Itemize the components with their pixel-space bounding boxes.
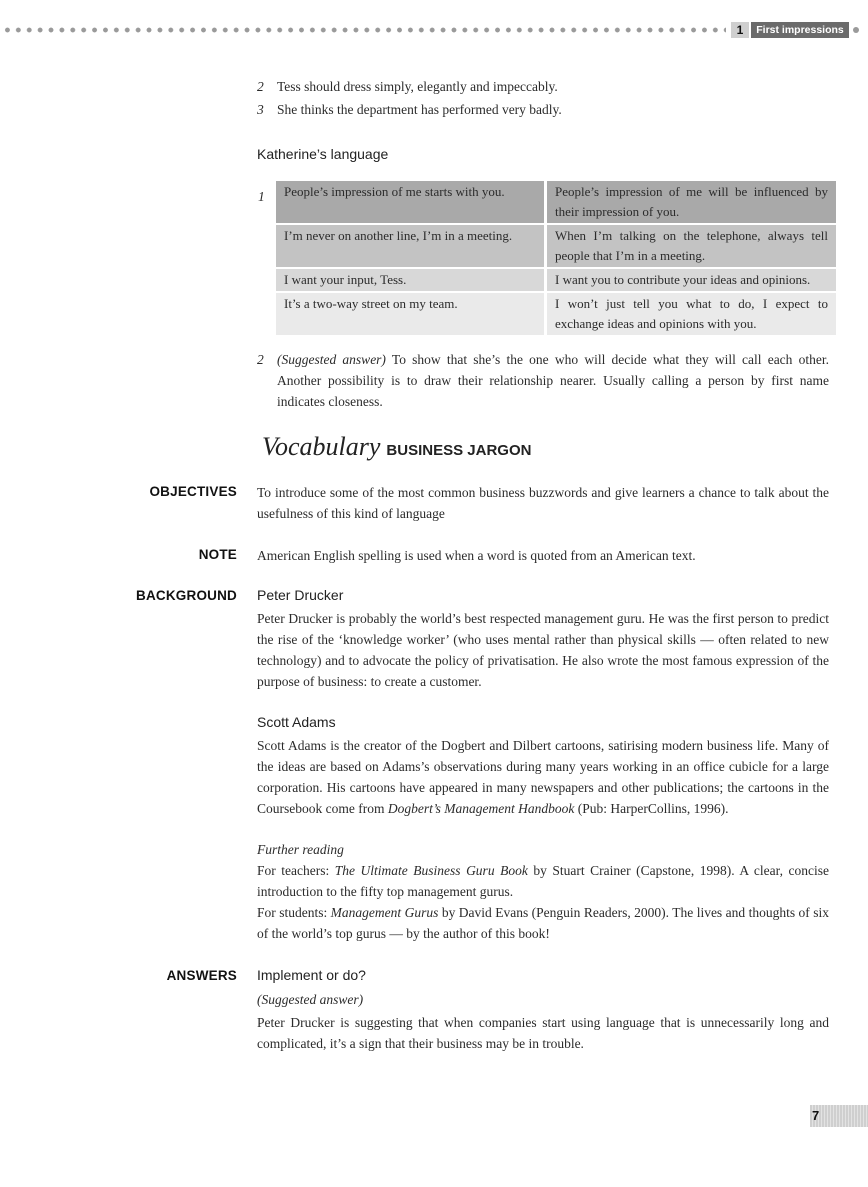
side-label-note: NOTE <box>198 547 237 562</box>
vocabulary-title: Vocabulary <box>262 432 381 461</box>
side-label-objectives: OBJECTIVES <box>149 484 237 499</box>
item-number: 2 <box>257 352 264 367</box>
statement-item <box>257 99 562 120</box>
table-cell-meaning: I won’t just tell you what to do, I expect to exchange ideas and opinions with you. <box>547 291 836 335</box>
vocabulary-subtitle: BUSINESS JARGON <box>386 442 532 459</box>
answers-paragraph: Peter Drucker is suggesting that when companies start using language that is unnecessarily long and complicated, it’s a sign that their business may be in trouble. <box>257 1015 829 1051</box>
statement-text: She thinks the department has performed very badly. <box>277 102 562 117</box>
statement-item <box>257 76 558 97</box>
chapter-number: 1 <box>731 22 749 38</box>
side-label-answers: ANSWERS <box>166 968 237 983</box>
drucker-paragraph: Peter Drucker is probably the world’s best respected management guru. He was the first person to predict the rise of the ‘knowledge worker’ (who uses mental rather than physical skills — often related to new technology) and to advocate the policy of privatisation. He also wrote the most famous expression of the purpose of business: to create a customer. <box>257 611 829 689</box>
table-cell-phrase: It’s a two-way street on my team. <box>276 291 544 335</box>
further-reading-teachers: For teachers: The Ultimate Business Guru Book by Stuart Crainer (Capstone, 1998). A clear, concise introduction to the fifty top management gurus. <box>257 863 829 899</box>
table-cell-phrase: People’s impression of me starts with you. <box>276 181 544 223</box>
table-cell-meaning: When I’m talking on the telephone, always tell people that I’m in a meeting. <box>547 223 836 267</box>
subheading-drucker: Peter Drucker <box>257 587 344 603</box>
header-end-dot <box>853 27 859 33</box>
vocabulary-heading <box>262 432 531 462</box>
table-cell-meaning: People’s impression of me will be influenced by their impression of you. <box>547 181 836 223</box>
table-cell-phrase: I want your input, Tess. <box>276 267 544 291</box>
book-title: The Ultimate Business Guru Book <box>334 863 528 878</box>
header-dotted-rule <box>2 27 726 33</box>
adams-paragraph: Scott Adams is the creator of the Dogbert and Dilbert cartoons, satirising modern business life. Many of the ideas are based on Adams’s observations during many years working in an office cubicle for a large corporation. His cartoons have appeared in many newspapers and other publications; the cartoons in the Coursebook come from Dogbert’s Management Handbook (Pub: HarperCollins, 1996). <box>257 738 829 816</box>
suggested-answer-paragraph <box>277 349 829 412</box>
table-cell-meaning: I want you to contribute your ideas and opinions. <box>547 267 836 291</box>
statement-number: 3 <box>257 102 264 117</box>
further-reading-students: For students: Management Gurus by David Evans (Penguin Readers, 2000). The lives and thoughts of six of the world’s top gurus — by the author of this book! <box>257 905 829 941</box>
book-title: Dogbert’s Management Handbook <box>387 801 575 816</box>
page-number: 7 <box>812 1108 820 1123</box>
section-heading-katherine: Katherine’s language <box>257 146 389 162</box>
suggested-answer-label: (Suggested answer) <box>277 352 386 367</box>
note-text: American English spelling is used when a word is quoted from an American text. <box>257 548 696 563</box>
subheading-implement: Implement or do? <box>257 967 366 983</box>
suggested-answer-label: (Suggested answer) <box>257 992 364 1007</box>
table-cell-phrase: I’m never on another line, I’m in a meeting. <box>276 223 544 267</box>
table-row <box>276 181 836 223</box>
further-reading-heading: Further reading <box>257 842 344 857</box>
statement-text: Tess should dress simply, elegantly and impeccably. <box>277 79 558 94</box>
item-number: 1 <box>258 189 265 204</box>
table-row <box>276 291 836 335</box>
statement-number: 2 <box>257 79 264 94</box>
objectives-text: To introduce some of the most common business buzzwords and give learners a chance to talk about the usefulness of this kind of language <box>257 485 829 521</box>
suggested-answer-text: To show that she’s the one who will decide what they will call each other. Another possibility is to draw their relationship nearer. Usually calling a person by first name indicates closeness. <box>277 352 829 409</box>
book-title: Management Gurus <box>330 905 439 920</box>
table-row <box>276 223 836 267</box>
side-label-background: BACKGROUND <box>136 588 237 603</box>
subheading-adams: Scott Adams <box>257 714 336 730</box>
table-row <box>276 267 836 291</box>
language-table <box>273 181 839 335</box>
chapter-title: First impressions <box>751 22 849 38</box>
